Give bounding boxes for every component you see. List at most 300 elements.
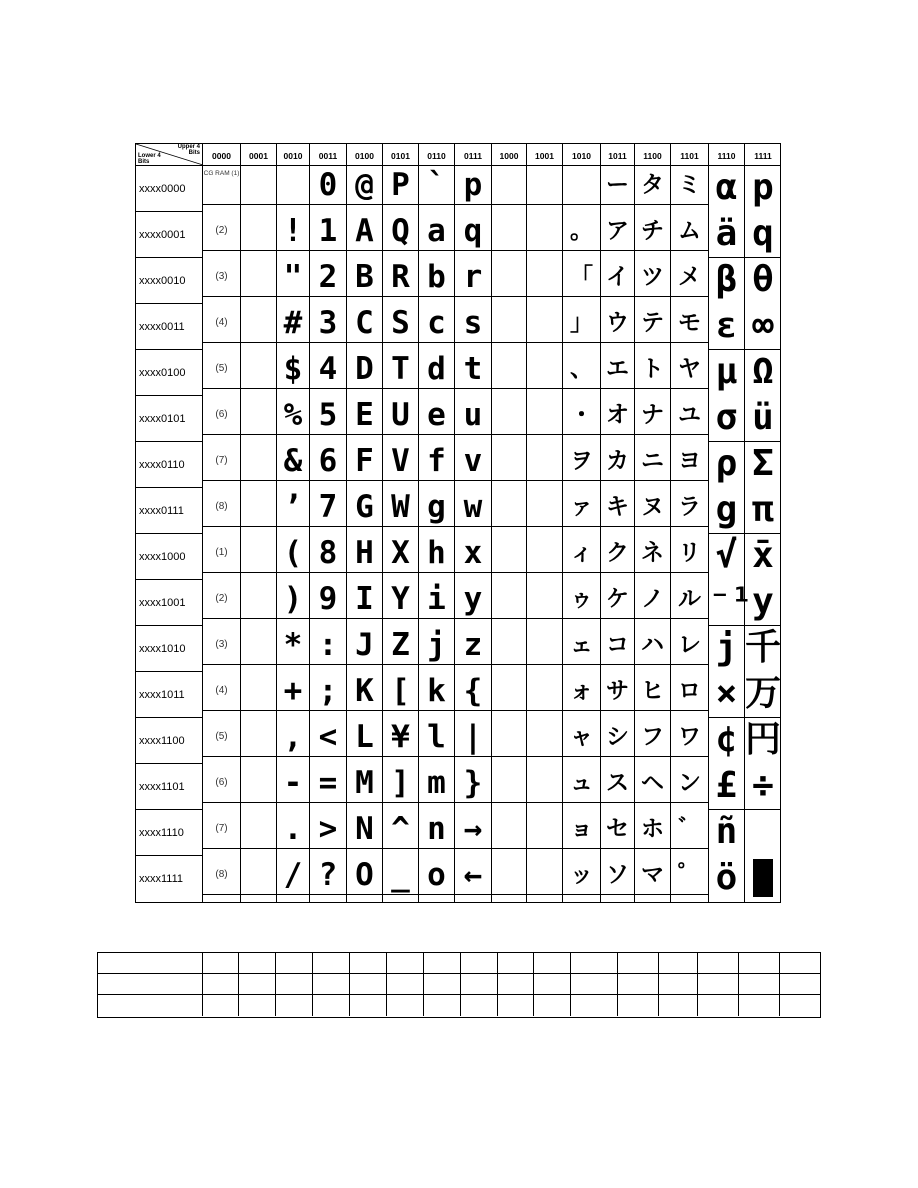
row-label: xxxx0001: [136, 212, 203, 258]
char-cell: [455, 442, 492, 488]
char-cell: [203, 810, 241, 856]
char-glyph: K: [355, 673, 374, 709]
char-glyph: ä: [715, 213, 738, 254]
cg-ram-label: (6): [215, 777, 228, 788]
cursor-line: [241, 756, 276, 757]
cursor-line: [455, 802, 491, 803]
char-glyph: メ: [678, 264, 701, 290]
char-cell: [601, 442, 635, 488]
cursor-line: [383, 894, 418, 895]
cursor-line: [455, 526, 491, 527]
cursor-line: [635, 480, 670, 481]
char-cell: [745, 534, 781, 580]
cursor-line: [310, 894, 346, 895]
cursor-line: [310, 526, 346, 527]
char-cell: [455, 718, 492, 764]
cursor-line: [563, 342, 600, 343]
cursor-line: [347, 296, 382, 297]
cursor-line: [527, 342, 562, 343]
cursor-line: [241, 848, 276, 849]
char-cell: [347, 488, 383, 534]
row-label: xxxx1111: [136, 856, 203, 902]
char-cell: [492, 166, 527, 212]
char-cell: [277, 672, 310, 718]
char-cell: [241, 488, 277, 534]
cg-ram-label: CG RAM (1): [203, 170, 240, 177]
char-cell: [347, 258, 383, 304]
cursor-line: [419, 342, 454, 343]
character-table: [135, 143, 781, 903]
char-cell: [241, 580, 277, 626]
cursor-line: [419, 894, 454, 895]
char-glyph: ニ: [641, 448, 664, 474]
table-row: [136, 396, 780, 442]
cursor-line: [527, 296, 562, 297]
char-glyph: ü: [752, 397, 774, 438]
cursor-line: [601, 342, 634, 343]
cursor-line: [203, 480, 240, 481]
char-cell: [277, 442, 310, 488]
blank-table-cell: [239, 995, 276, 1016]
char-cell: [601, 212, 635, 258]
char-cell: [347, 810, 383, 856]
char-glyph: m: [427, 765, 446, 801]
char-glyph: 1: [318, 213, 338, 249]
column-header: 1011: [601, 144, 635, 165]
column-header: 1010: [563, 144, 601, 165]
char-glyph: ト: [641, 356, 664, 382]
cursor-line: [635, 848, 670, 849]
cursor-line: [671, 894, 708, 895]
blank-table-cell: [534, 953, 571, 974]
char-glyph: h: [427, 535, 446, 571]
cursor-line: [635, 296, 670, 297]
char-cell: [635, 396, 671, 442]
cursor-line: [671, 434, 708, 435]
blank-table-cell: [498, 995, 534, 1016]
cursor-line: [310, 204, 346, 205]
char-cell: [241, 396, 277, 442]
blank-table-cell: [276, 995, 313, 1016]
cursor-line: [203, 250, 240, 251]
cursor-line: [383, 250, 418, 251]
blank-table-cell: [659, 995, 698, 1016]
char-cell: [241, 856, 277, 902]
char-glyph: ロ: [678, 678, 701, 704]
char-glyph: ^: [391, 811, 410, 847]
cursor-line: [455, 388, 491, 389]
char-glyph: ]: [391, 765, 410, 801]
cg-ram-label: (2): [215, 593, 228, 604]
char-glyph: ヲ: [570, 448, 593, 474]
char-cell: [277, 534, 310, 580]
char-glyph: +: [283, 673, 303, 709]
char-cell: [527, 672, 563, 718]
cursor-line: [277, 480, 309, 481]
table-row: [136, 672, 780, 718]
char-glyph: ワ: [678, 724, 701, 750]
cursor-line: [635, 204, 670, 205]
blank-table-cell: [350, 953, 387, 974]
char-glyph: `: [427, 167, 446, 203]
char-cell: [709, 488, 745, 534]
char-cell: [671, 672, 709, 718]
cursor-line: [671, 526, 708, 527]
cursor-line: [601, 296, 634, 297]
cursor-line: [241, 388, 276, 389]
cursor-line: [563, 480, 600, 481]
char-cell: [563, 626, 601, 672]
char-cell: [241, 212, 277, 258]
char-cell: [455, 856, 492, 902]
column-header-row: [136, 144, 780, 166]
char-glyph: ;: [318, 673, 338, 709]
char-cell: [635, 488, 671, 534]
char-glyph: ン: [678, 770, 701, 796]
char-cell: [492, 580, 527, 626]
blank-table-cell: [498, 953, 534, 974]
char-cell: [419, 212, 455, 258]
blank-table-row: [98, 995, 820, 1016]
char-cell: [601, 580, 635, 626]
char-glyph: f: [427, 443, 446, 479]
char-glyph: マ: [641, 862, 664, 888]
cg-ram-label: (6): [215, 409, 228, 420]
corner-lower-label: Lower 4 Bits: [138, 153, 161, 165]
cursor-line: [203, 342, 240, 343]
char-glyph: (: [283, 535, 303, 571]
cursor-line: [527, 204, 562, 205]
char-glyph: b: [427, 259, 446, 295]
char-glyph: }: [463, 765, 483, 801]
char-glyph: ö: [715, 857, 738, 898]
cg-ram-label: (7): [215, 455, 228, 466]
char-glyph: Z: [391, 627, 410, 663]
char-cell: [601, 350, 635, 396]
char-cell: [709, 534, 745, 580]
char-cell: [455, 810, 492, 856]
char-cell: [527, 764, 563, 810]
cursor-line: [601, 618, 634, 619]
char-glyph: エ: [606, 356, 629, 382]
char-glyph: ヘ: [641, 770, 664, 796]
column-header: 0101: [383, 144, 419, 165]
char-glyph: >: [318, 811, 338, 847]
char-cell: [492, 304, 527, 350]
char-cell: [492, 764, 527, 810]
char-cell: [492, 534, 527, 580]
cursor-line: [455, 848, 491, 849]
char-cell: [563, 810, 601, 856]
corner-cell: [136, 144, 203, 165]
char-glyph: u: [463, 397, 483, 433]
cursor-line: [563, 572, 600, 573]
char-cell: [492, 810, 527, 856]
cursor-line: [492, 526, 526, 527]
char-glyph: 、: [570, 356, 593, 382]
char-glyph: F: [355, 443, 374, 479]
cursor-line: [310, 848, 346, 849]
cg-ram-label: (5): [215, 363, 228, 374]
char-cell: [455, 626, 492, 672]
cursor-line: [563, 756, 600, 757]
cursor-line: [601, 204, 634, 205]
table-row: [136, 304, 780, 350]
blank-table-cell: [203, 974, 239, 995]
cursor-line: [241, 618, 276, 619]
column-header: 1001: [527, 144, 563, 165]
row-label: xxxx1100: [136, 718, 203, 764]
char-glyph: ¢: [715, 719, 738, 760]
cursor-line: [601, 894, 634, 895]
char-cell: [527, 810, 563, 856]
char-cell: [203, 534, 241, 580]
char-glyph: J: [355, 627, 374, 663]
cursor-line: [241, 434, 276, 435]
table-row: [136, 810, 780, 856]
char-cell: [601, 718, 635, 764]
char-cell: [419, 672, 455, 718]
char-cell: [203, 580, 241, 626]
char-glyph: q: [752, 213, 774, 254]
char-glyph: <: [318, 719, 338, 755]
row-label: xxxx1110: [136, 810, 203, 856]
column-header: 0110: [419, 144, 455, 165]
blank-table-cell: [387, 974, 424, 995]
table-row: [136, 166, 780, 212]
cursor-line: [492, 618, 526, 619]
char-cell: [455, 304, 492, 350]
char-glyph: ハ: [641, 632, 664, 658]
cursor-line: [671, 204, 708, 205]
char-cell: [383, 534, 419, 580]
cursor-line: [241, 342, 276, 343]
char-cell: [277, 718, 310, 764]
cursor-line: [492, 572, 526, 573]
cursor-line: [383, 618, 418, 619]
char-cell: [563, 166, 601, 212]
char-cell: [419, 580, 455, 626]
char-cell: [635, 856, 671, 902]
char-cell: [383, 856, 419, 902]
cursor-line: [419, 664, 454, 665]
char-cell: [383, 626, 419, 672]
char-cell: [419, 166, 455, 212]
blank-table-cell: [424, 995, 461, 1016]
char-cell: [635, 810, 671, 856]
char-cell: [241, 350, 277, 396]
cursor-line: [310, 802, 346, 803]
cursor-line: [455, 250, 491, 251]
char-glyph: 3: [318, 305, 338, 341]
char-cell: [671, 810, 709, 856]
char-cell: [745, 396, 781, 442]
cursor-line: [277, 802, 309, 803]
char-glyph: 。: [570, 218, 593, 244]
char-glyph: i: [427, 581, 446, 617]
cursor-line: [241, 572, 276, 573]
char-cell: [241, 442, 277, 488]
char-glyph: #: [283, 305, 303, 341]
char-cell: [563, 212, 601, 258]
char-glyph: コ: [606, 632, 629, 658]
cursor-line: [419, 526, 454, 527]
char-cell: [745, 304, 781, 350]
cursor-line: [241, 526, 276, 527]
char-glyph: カ: [606, 448, 629, 474]
cursor-line: [241, 802, 276, 803]
char-cell: [310, 810, 347, 856]
char-cell: [671, 442, 709, 488]
char-cell: [527, 534, 563, 580]
char-cell: [347, 672, 383, 718]
char-glyph: ォ: [570, 678, 593, 704]
blank-table-cell: [698, 995, 739, 1016]
cursor-line: [310, 342, 346, 343]
char-cell: [203, 166, 241, 212]
char-cell: [527, 396, 563, 442]
blank-table-cell: [618, 953, 659, 974]
blank-table-cell: [350, 995, 387, 1016]
row-label: xxxx0110: [136, 442, 203, 488]
column-header: 0000: [203, 144, 241, 165]
char-glyph: フ: [641, 724, 664, 750]
cursor-line: [203, 388, 240, 389]
cursor-line: [347, 894, 382, 895]
char-cell: [563, 534, 601, 580]
char-cell: [310, 856, 347, 902]
blank-table-cell: [276, 953, 313, 974]
char-glyph: g: [427, 489, 446, 525]
char-glyph: O: [355, 857, 374, 893]
char-glyph: -: [283, 765, 303, 801]
char-cell: [455, 350, 492, 396]
char-cell: [527, 626, 563, 672]
cursor-line: [277, 894, 309, 895]
cg-ram-label: (8): [215, 869, 228, 880]
cursor-line: [601, 802, 634, 803]
blank-table-cell: [313, 974, 350, 995]
char-cell: [492, 626, 527, 672]
row-label: xxxx1000: [136, 534, 203, 580]
char-glyph: ム: [678, 218, 701, 244]
char-cell: [419, 442, 455, 488]
cg-ram-label: (7): [215, 823, 228, 834]
char-cell: [527, 166, 563, 212]
char-cell: [745, 350, 781, 396]
char-cell: [671, 350, 709, 396]
char-cell: [709, 580, 753, 626]
cursor-line: [277, 204, 309, 205]
cursor-line: [563, 204, 600, 205]
char-cell: [383, 166, 419, 212]
char-glyph: オ: [606, 402, 629, 428]
cursor-line: [383, 342, 418, 343]
char-cell: [203, 672, 241, 718]
cursor-line: [419, 572, 454, 573]
char-glyph: セ: [606, 816, 629, 842]
char-glyph: *: [283, 627, 303, 663]
char-cell: [383, 350, 419, 396]
char-glyph: T: [391, 351, 410, 387]
cursor-line: [383, 664, 418, 665]
char-cell: [492, 258, 527, 304]
cursor-line: [347, 710, 382, 711]
cursor-line: [492, 756, 526, 757]
blank-table-cell: [618, 995, 659, 1016]
char-cell: [277, 396, 310, 442]
cursor-line: [203, 296, 240, 297]
char-cell: [671, 488, 709, 534]
char-cell: [671, 534, 709, 580]
char-cell: [671, 396, 709, 442]
cursor-line: [277, 664, 309, 665]
cursor-line: [347, 802, 382, 803]
cursor-line: [419, 204, 454, 205]
char-glyph: 2: [318, 259, 338, 295]
char-cell: [310, 626, 347, 672]
char-cell: [709, 166, 745, 212]
char-cell: [492, 442, 527, 488]
char-cell: [745, 166, 781, 212]
char-glyph: ネ: [641, 540, 664, 566]
char-glyph: レ: [678, 632, 701, 658]
char-cell: [383, 580, 419, 626]
cursor-line: [563, 250, 600, 251]
cursor-line: [203, 618, 240, 619]
cursor-line: [671, 388, 708, 389]
blank-table-row: [98, 953, 820, 974]
char-cell: [310, 350, 347, 396]
char-glyph: P: [391, 167, 410, 203]
char-glyph: α: [715, 167, 738, 208]
cursor-line: [310, 434, 346, 435]
cursor-line: [277, 756, 309, 757]
cursor-line: [635, 250, 670, 251]
cursor-line: [492, 480, 526, 481]
column-header: 1111: [754, 151, 772, 161]
char-cell: [419, 534, 455, 580]
char-cell: [671, 258, 709, 304]
cursor-line: [347, 434, 382, 435]
blank-table-cell: [350, 974, 387, 995]
char-cell: [601, 626, 635, 672]
cursor-line: [277, 434, 309, 435]
cursor-line: [492, 342, 526, 343]
char-cell: [671, 166, 709, 212]
row-label: xxxx1101: [136, 764, 203, 810]
char-cell: [419, 396, 455, 442]
char-cell: [241, 534, 277, 580]
char-glyph: ・: [570, 402, 593, 428]
char-glyph: H: [355, 535, 374, 571]
cursor-line: [310, 664, 346, 665]
blank-table-cell: [461, 953, 498, 974]
char-cell: [492, 212, 527, 258]
column-header: 1110: [709, 144, 745, 165]
char-glyph: U: [391, 397, 410, 433]
cursor-line: [671, 848, 708, 849]
char-glyph: q: [463, 213, 483, 249]
char-cell: [203, 212, 241, 258]
char-glyph: ル: [678, 586, 701, 612]
char-cell: [492, 350, 527, 396]
char-cell: [745, 212, 781, 258]
char-cell: [635, 212, 671, 258]
char-cell: [310, 580, 347, 626]
char-cell: [635, 626, 671, 672]
char-cell: [671, 856, 709, 902]
